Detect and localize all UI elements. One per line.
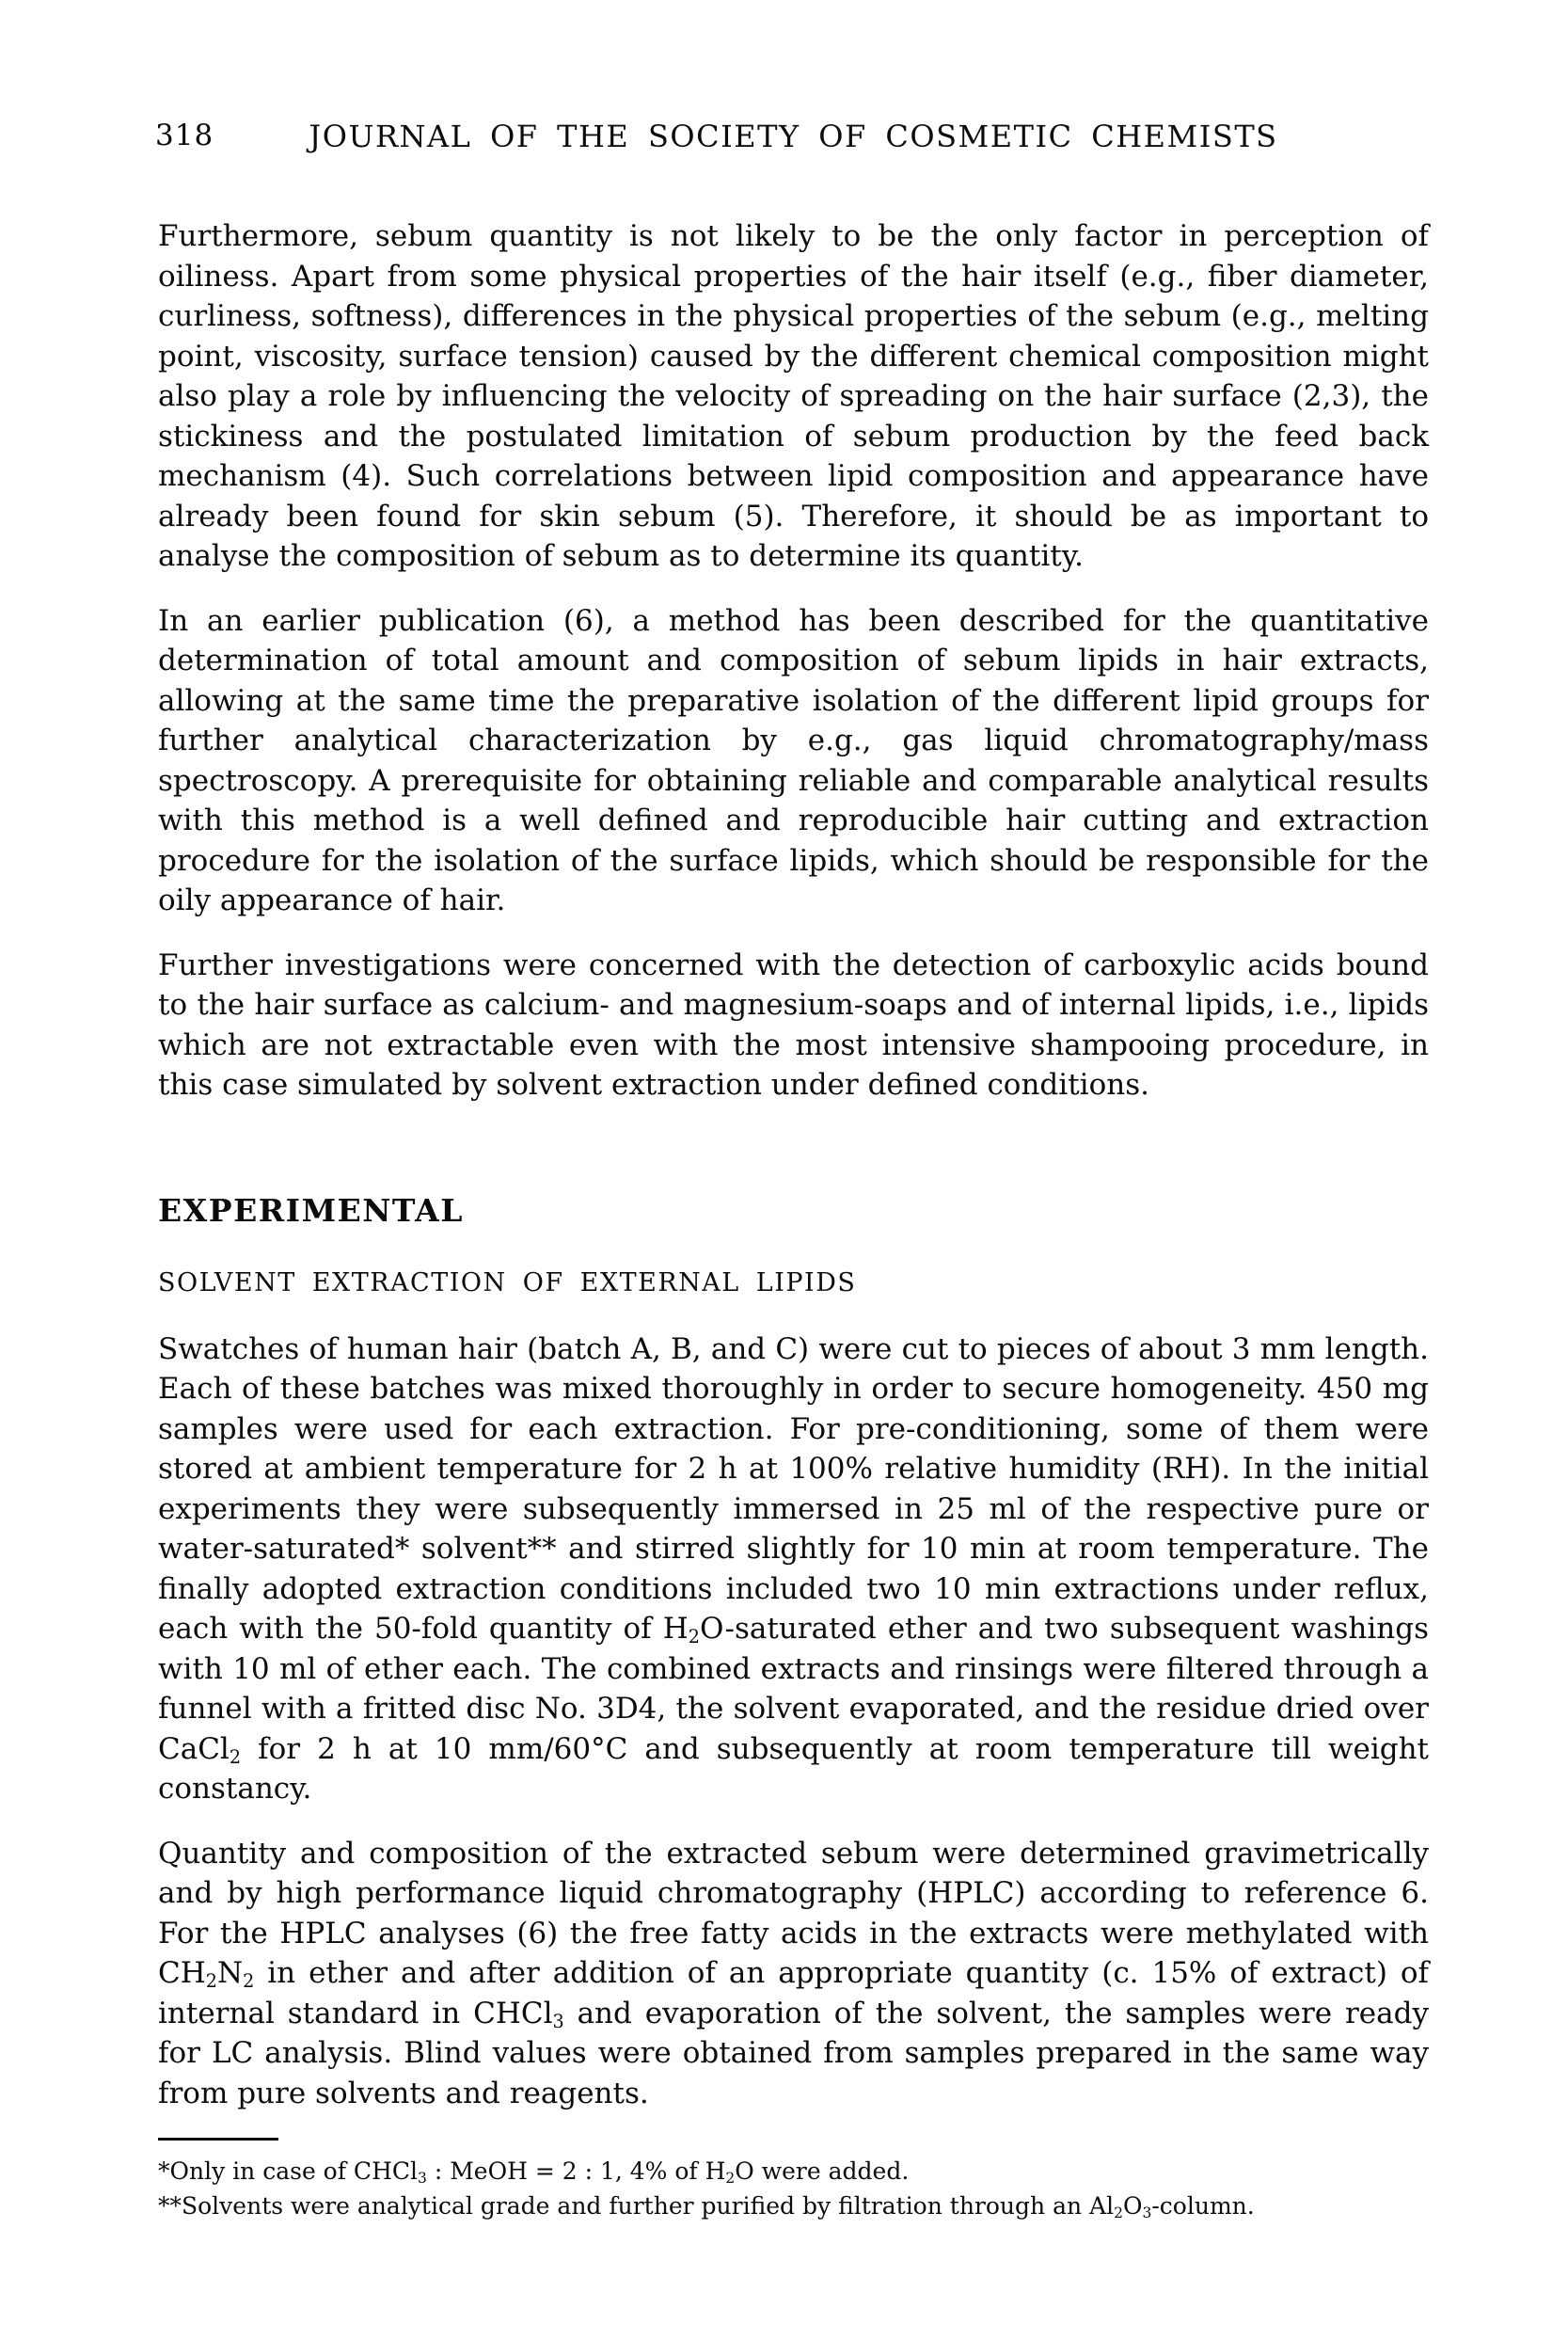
paragraph-intro-2: In an earlier publication (6), a method has been described for the quantitative determination of total amount and composition of sebum lipids in hair extracts, allowing at the same time the preparative isolation of the different lipid groups for further analytical characterization by e.g., gas liquid chromatography/mass spectroscopy. A prerequisite for obtaining reliable and comparable analytical results with this method is a well defined and reproducible hair cutting and extraction procedure for the isolation of the surface lipids, which should be responsible for the oily appearance of hair. bbox=[158, 603, 1429, 917]
article-body bbox=[158, 216, 1429, 2113]
page-header bbox=[155, 119, 1429, 160]
footnote-separator-rule bbox=[158, 2138, 278, 2141]
footnotes-section bbox=[158, 2138, 1429, 2223]
paragraph-method-1: Swatches of human hair (batch A, B, and C) were cut to pieces of about 3 mm length. Each of these batches was mixed thoroughly in order to secure homogeneity. 450 mg samples were used for each extraction. For pre-conditioning, some of them were stored at ambient temperature for 2 h at 100% relative humidity (RH). In the initial experiments they were subsequently immersed in 25 ml of the respective pure or water-saturated* solvent** and stirred slightly for 10 min at room temperature. The finally adopted extraction conditions included two 10 min extractions under reflux, each with the 50-fold quantity of $H_2O$-saturated ether and two subsequent washings with 10 ml of ether each. The combined extracts and rinsings were filtered through a funnel with a fritted disc No. 3D4, the solvent evaporated, and the residue dried over CaCl$_2$ for 2 h at 10 mm/60°C and subsequently at room temperature till weight constancy. bbox=[158, 1331, 1430, 1806]
footnote-1: *Only in case of CHCl$_3$ : MeOH = 2 : 1, 4% of $H_2O$ were added. bbox=[158, 2157, 910, 2187]
paragraph-intro-3: Further investigations were concerned with the detection of carboxylic acids bound to the hair surface as calcium- and magnesium-soaps and of internal lipids, i.e., lipids which are not extractable even with the most intensive shampooing procedure, in this case simulated by solvent extraction under defined conditions. bbox=[158, 947, 1429, 1102]
paragraph-method-2: Quantity and composition of the extracted sebum were determined gravimetrically and by high performance liquid chromatography (HPLC) according to reference 6. For the HPLC analyses (6) the free fatty acids in the extracts were methylated with $CH_2N_2$ in ether and after addition of an appropriate quantity (c. 15% of extract) of internal standard in CHCl$_3$ and evaporation of the solvent, the samples were ready for LC analysis. Blind values were obtained from samples prepared in the same way from pure solvents and reagents. bbox=[158, 1836, 1429, 2110]
footnote-2: **Solvents were analytical grade and further purified by filtration through an $Al_2O_3$-column. bbox=[158, 2192, 1255, 2221]
section-heading-experimental: EXPERIMENTAL bbox=[158, 1191, 464, 1229]
subsection-heading-solvent-extraction: SOLVENT EXTRACTION OF EXTERNAL LIPIDS bbox=[158, 1267, 857, 1297]
paragraph-intro-1: Furthermore, sebum quantity is not likely to be the only factor in perception of oiliness. Apart from some physical properties of the hair itself (e.g., fiber diameter, curliness, softness), differences in the physical properties of the sebum (e.g., melting point, viscosity, surface tension) caused by the different chemical composition might also play a role by influencing the velocity of spreading on the hair surface (2,3), the stickiness and the postulated limitation of sebum production by the feed back mechanism (4). Such correlations between lipid composition and appearance have already been found for skin sebum (5). Therefore, it should be as important to analyse the composition of sebum as to determine its quantity. bbox=[158, 219, 1429, 573]
page-number: 318 bbox=[155, 119, 214, 152]
journal-title: JOURNAL OF THE SOCIETY OF COSMETIC CHEMISTS bbox=[309, 119, 1278, 154]
